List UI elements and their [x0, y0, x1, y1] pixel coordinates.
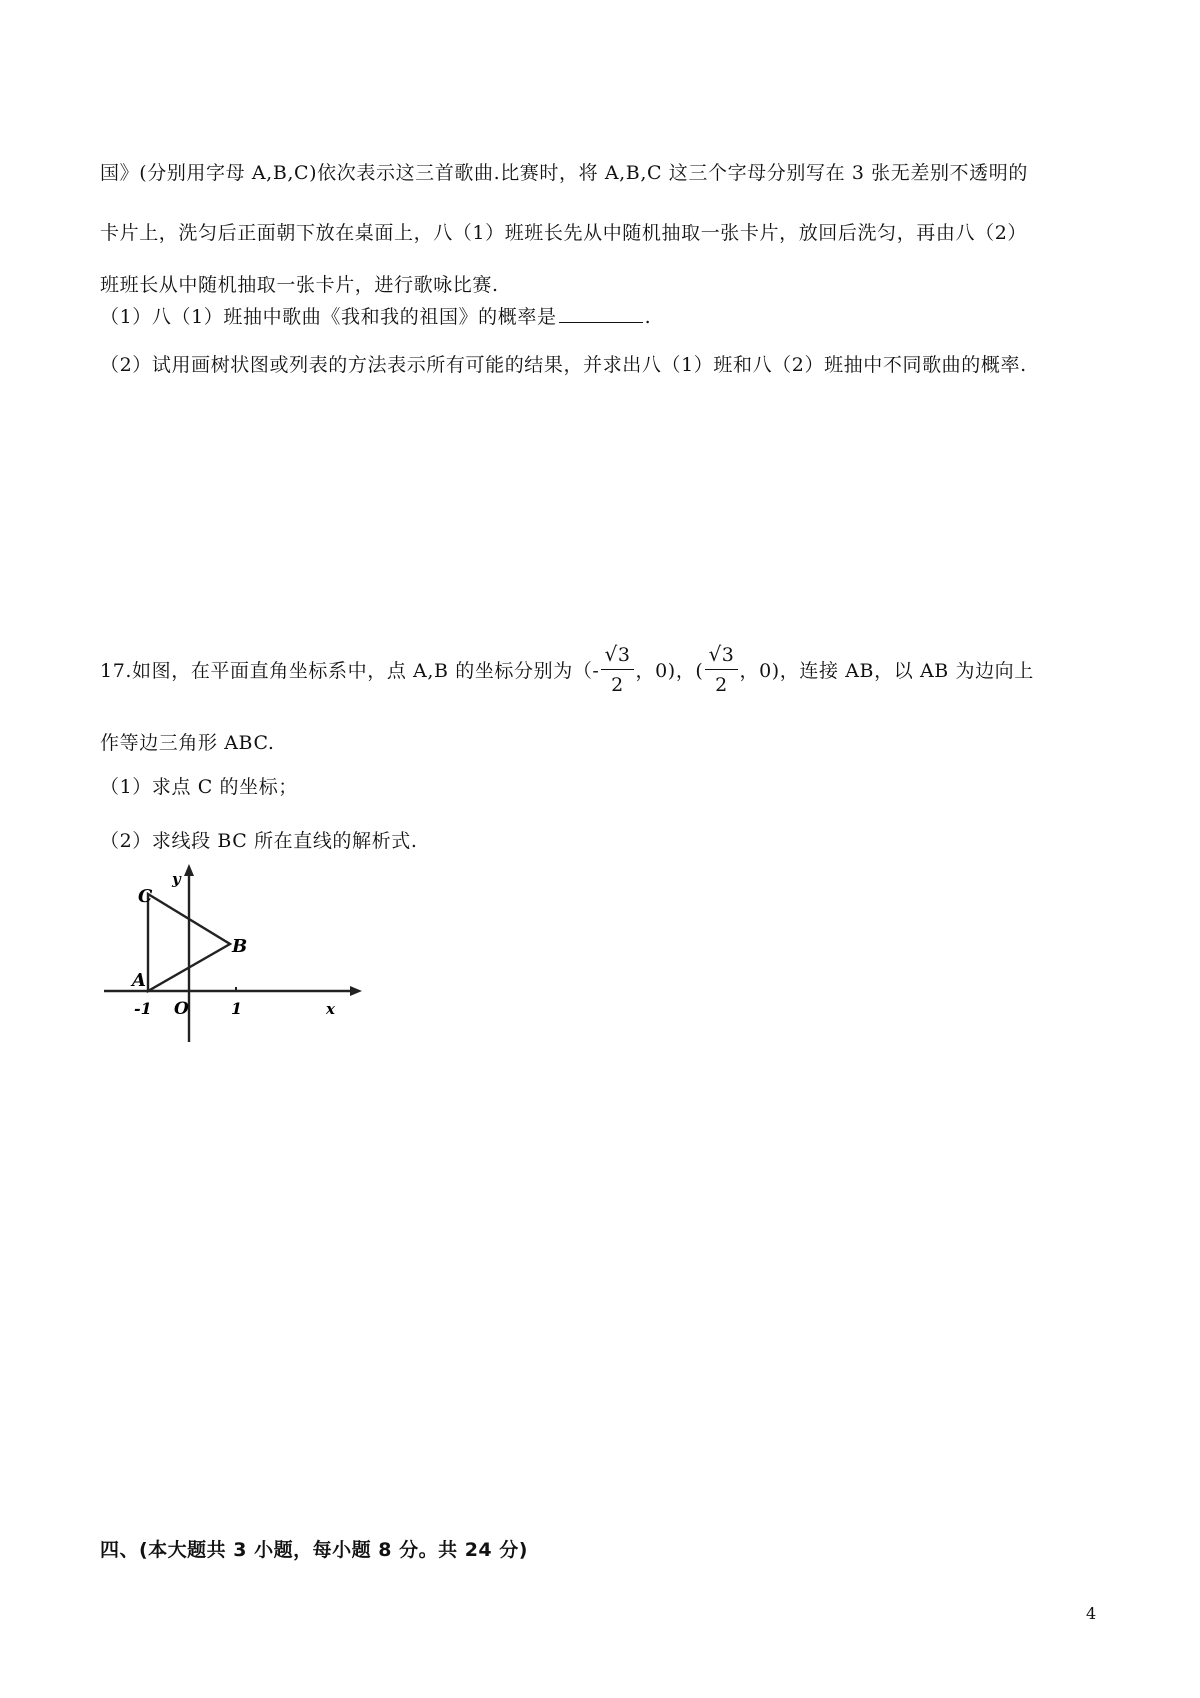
problem17-lead: 17.如图，在平面直角坐标系中，点 A,B 的坐标分别为（- [100, 660, 600, 682]
fraction-neg-sqrt3-over-2 [601, 642, 633, 698]
problem17-question2: （2）求线段 BC 所在直线的解析式. [100, 830, 418, 852]
problem17-line2: 作等边三角形 ABC. [100, 732, 275, 754]
problem17-line1 [100, 644, 1034, 700]
y-axis-label: y [172, 870, 181, 888]
denominator: 2 [715, 674, 728, 696]
problem16-question1 [100, 302, 651, 329]
point-c-label: C [138, 886, 153, 907]
answer-blank [559, 306, 643, 323]
point-b-label: B [232, 936, 248, 957]
problem17-mid2: ，0)，连接 AB，以 AB 为边向上 [739, 660, 1034, 682]
origin-label: O [174, 999, 189, 1019]
radicand: 3 [617, 644, 631, 666]
page-number: 4 [1086, 1604, 1097, 1623]
tick-label-1: 1 [231, 999, 243, 1018]
question1-text: （1）八（1）班抽中歌曲《我和我的祖国》的概率是 [100, 306, 557, 328]
x-axis-label: x [326, 1000, 335, 1018]
section-heading: 四、(本大题共 3 小题，每小题 8 分。共 24 分) [100, 1539, 528, 1561]
problem17-question1: （1）求点 C 的坐标； [100, 776, 298, 798]
sqrt-symbol: √ [708, 642, 722, 666]
problem17-mid1: ，0)，( [635, 660, 704, 682]
problem16-line3: 班班长从中随机抽取一张卡片，进行歌咏比赛. [100, 274, 499, 296]
point-a-label: A [132, 970, 146, 991]
problem16-line2: 卡片上，洗匀后正面朝下放在桌面上，八（1）班班长先从中随机抽取一张卡片，放回后洗匀，再由八（2） [100, 222, 1027, 244]
problem16-line1: 国》(分别用字母 A,B,C)依次表示这三首歌曲.比赛时，将 A,B,C 这三个字母分别写在 3 张无差别不透明的 [100, 162, 1028, 184]
coordinate-figure [100, 860, 370, 1045]
radicand: 3 [721, 644, 735, 666]
tick-label-neg1: -1 [134, 999, 152, 1018]
question1-period: . [644, 306, 652, 328]
sqrt-symbol: √ [604, 642, 618, 666]
fraction-sqrt3-over-2 [705, 642, 737, 698]
denominator: 2 [611, 674, 624, 696]
problem16-question2: （2）试用画树状图或列表的方法表示所有可能的结果，并求出八（1）班和八（2）班抽中不同歌曲的概率. [100, 354, 1027, 376]
